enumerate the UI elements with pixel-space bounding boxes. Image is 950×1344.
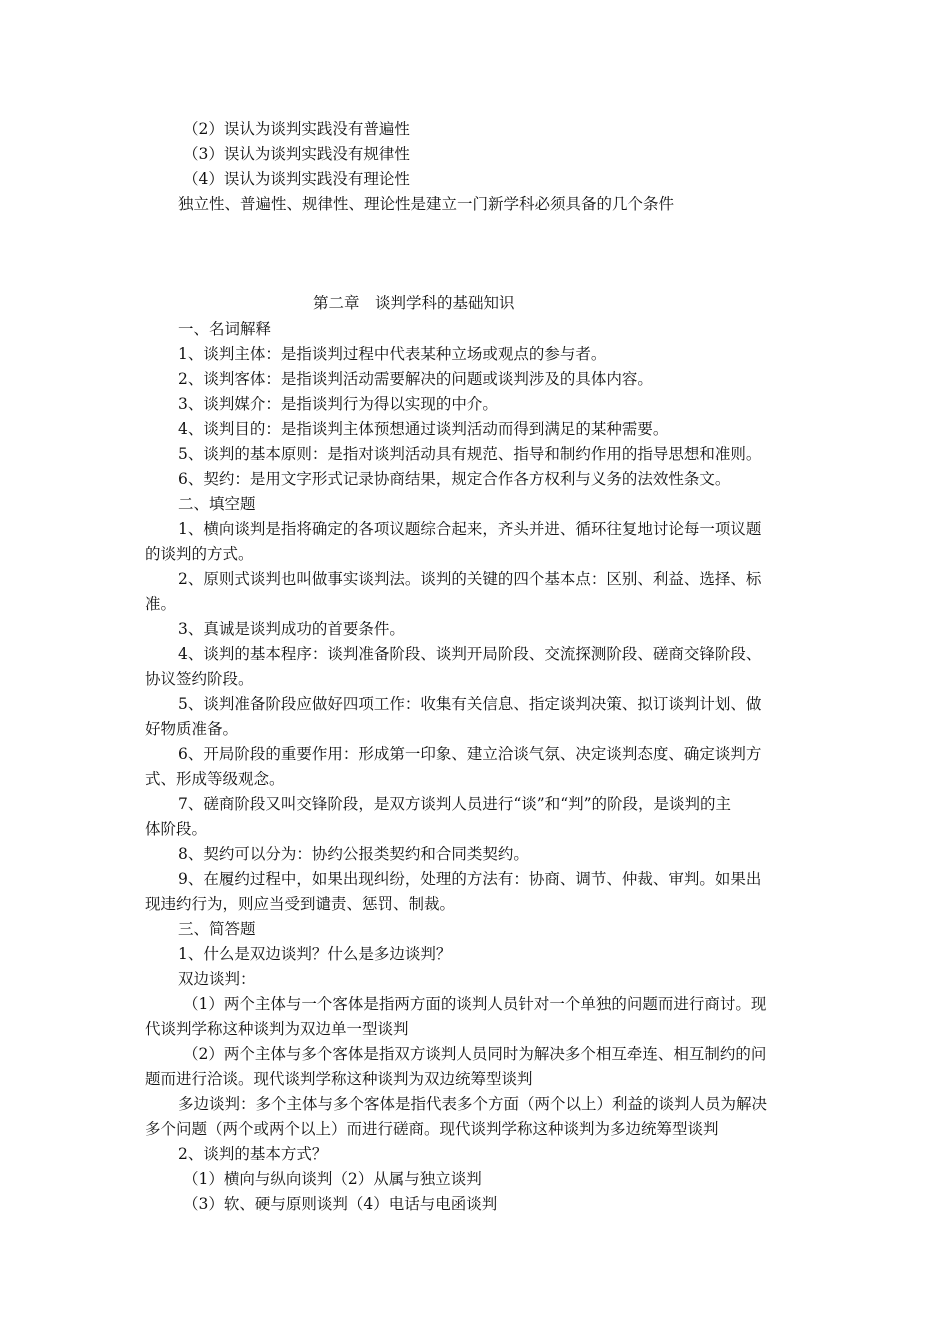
- definition-item: 5、谈判的基本原则：是指对谈判活动具有规范、指导和制约作用的指导思想和准则。: [178, 445, 762, 463]
- fill-item-cont: 准。: [145, 595, 177, 613]
- fill-item-cont: 现违约行为，则应当受到谴责、惩罚、制裁。: [145, 895, 456, 913]
- intro-summary: 独立性、普遍性、规律性、理论性是建立一门新学科必须具备的几个条件: [178, 195, 675, 213]
- fill-item-cont: 的谈判的方式。: [145, 545, 254, 563]
- fill-item: 5、谈判准备阶段应做好四项工作：收集有关信息、指定谈判决策、拟订谈判计划、做: [178, 695, 762, 713]
- answer-item-cont: 题而进行洽谈。现代谈判学称这种谈判为双边统筹型谈判: [145, 1070, 533, 1088]
- fill-item: 8、契约可以分为：协约公报类契约和合同类契约。: [178, 845, 529, 863]
- question: 1、什么是双边谈判？什么是多边谈判？: [178, 945, 452, 963]
- intro-item: （4）误认为谈判实践没有理论性: [183, 170, 410, 188]
- intro-item: （2）误认为谈判实践没有普遍性: [183, 120, 410, 138]
- intro-item: （3）误认为谈判实践没有规律性: [183, 145, 410, 163]
- multilateral-text: 多边谈判：多个主体与多个客体是指代表多个方面（两个以上）利益的谈判人员为解决: [178, 1095, 768, 1113]
- section-heading: 一、名词解释: [178, 320, 272, 338]
- question: 2、谈判的基本方式？: [178, 1145, 328, 1163]
- definition-item: 2、谈判客体：是指谈判活动需要解决的问题或谈判涉及的具体内容。: [178, 370, 653, 388]
- fill-item-cont: 好物质准备。: [145, 720, 239, 738]
- multilateral-text-cont: 多个问题（两个或两个以上）而进行磋商。现代谈判学称这种谈判为多边统筹型谈判: [145, 1120, 719, 1138]
- answer-item-cont: 代谈判学称这种谈判为双边单一型谈判: [145, 1020, 409, 1038]
- fill-item: 1、横向谈判是指将确定的各项议题综合起来，齐头并进、循环往复地讨论每一项议题: [178, 520, 762, 538]
- answer-line: （3）软、硬与原则谈判（4）电话与电函谈判: [183, 1195, 498, 1213]
- fill-item-cont: 式、形成等级观念。: [145, 770, 285, 788]
- fill-item: 9、在履约过程中，如果出现纠纷，处理的方法有：协商、调节、仲裁、审判。如果出: [178, 870, 762, 888]
- definition-item: 3、谈判媒介：是指谈判行为得以实现的中介。: [178, 395, 498, 413]
- fill-item: 3、真诚是谈判成功的首要条件。: [178, 620, 405, 638]
- chapter-title: 第二章 谈判学科的基础知识: [313, 294, 515, 312]
- definition-item: 6、契约：是用文字形式记录协商结果，规定合作各方权利与义务的法效性条文。: [178, 470, 731, 488]
- fill-item-cont: 体阶段。: [145, 820, 208, 838]
- definition-item: 4、谈判目的：是指谈判主体预想通过谈判活动而得到满足的某种需要。: [178, 420, 669, 438]
- answer-item: （1）两个主体与一个客体是指两方面的谈判人员针对一个单独的问题而进行商讨。现: [183, 995, 767, 1013]
- fill-item: 4、谈判的基本程序：谈判准备阶段、谈判开局阶段、交流探测阶段、磋商交锋阶段、: [178, 645, 762, 663]
- bilateral-label: 双边谈判：: [178, 970, 256, 988]
- fill-item-cont: 协议签约阶段。: [145, 670, 254, 688]
- fill-item: 7、磋商阶段又叫交锋阶段，是双方谈判人员进行“谈”和“判”的阶段，是谈判的主: [178, 795, 732, 813]
- definition-item: 1、谈判主体：是指谈判过程中代表某种立场或观点的参与者。: [178, 345, 607, 363]
- section-heading: 二、填空题: [178, 495, 256, 513]
- fill-item: 6、开局阶段的重要作用：形成第一印象、建立洽谈气氛、决定谈判态度、确定谈判方: [178, 745, 762, 763]
- answer-line: （1）横向与纵向谈判（2）从属与独立谈判: [183, 1170, 482, 1188]
- answer-item: （2）两个主体与多个客体是指双方谈判人员同时为解决多个相互牵连、相互制约的问: [183, 1045, 767, 1063]
- fill-item: 2、原则式谈判也叫做事实谈判法。谈判的关键的四个基本点：区别、利益、选择、标: [178, 570, 762, 588]
- section-heading: 三、简答题: [178, 920, 256, 938]
